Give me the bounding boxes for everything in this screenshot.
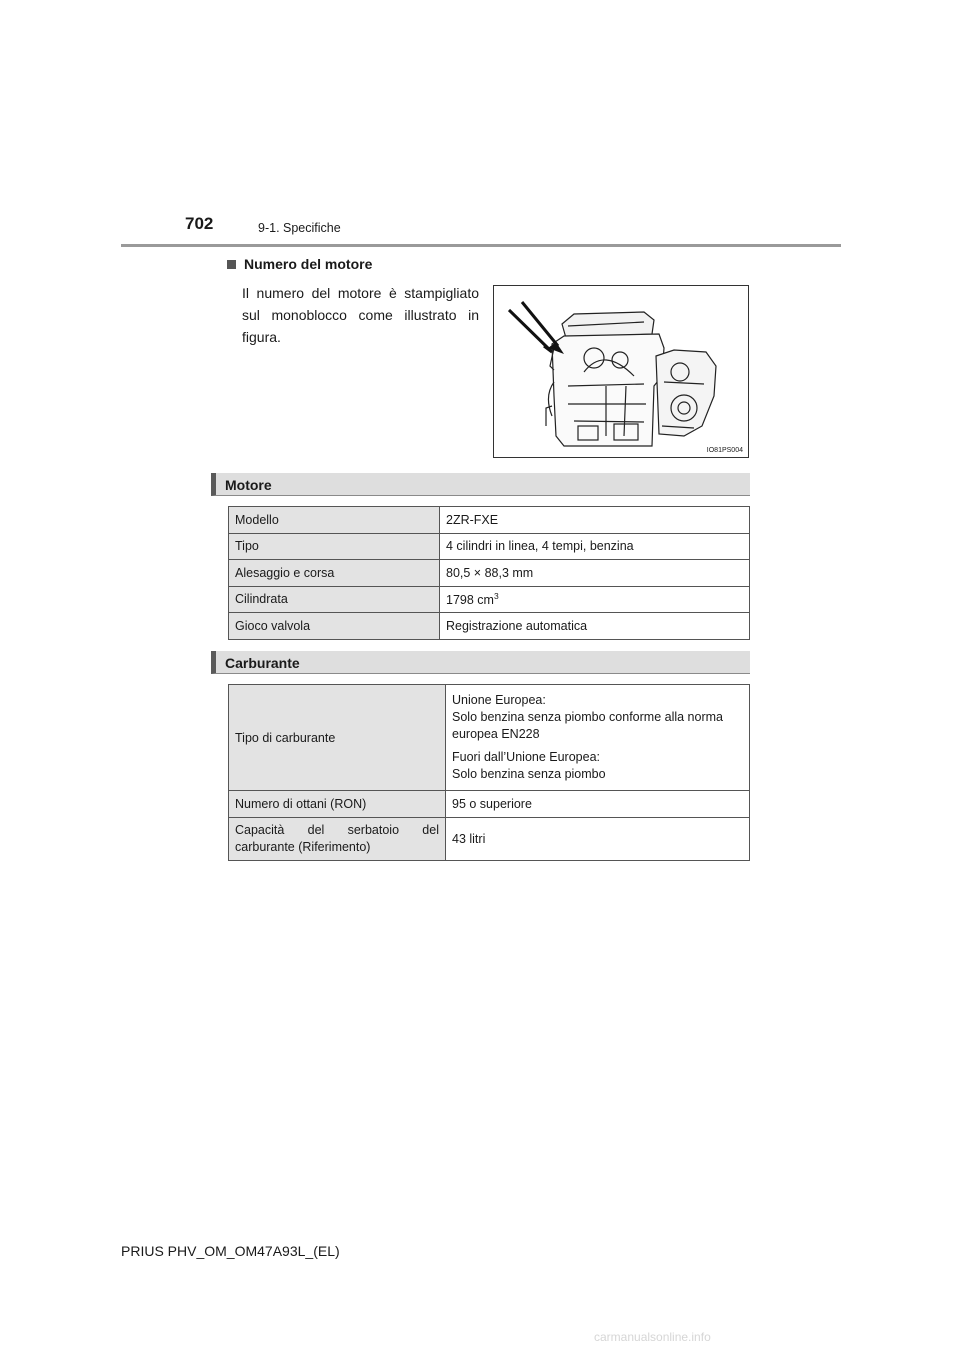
footer-doc-code: PRIUS PHV_OM_OM47A93L_(EL) <box>121 1243 340 1259</box>
table-cell-value: 80,5 × 88,3 mm <box>440 560 750 587</box>
engine-number-heading-text: Numero del motore <box>244 256 373 272</box>
table-cell-label: Cilindrata <box>229 586 440 613</box>
non-eu-text: Solo benzina senza piombo <box>452 767 606 781</box>
non-eu-heading: Fuori dall’Unione Europea: <box>452 750 601 764</box>
table-row <box>229 818 750 861</box>
table-row <box>229 586 750 613</box>
table-row <box>229 685 750 791</box>
table-cell-label: Gioco valvola <box>229 613 440 640</box>
engine-number-heading <box>227 256 372 272</box>
carburante-section-bar <box>211 651 750 674</box>
footer-credit: carmanualsonline.info <box>594 1330 711 1344</box>
table-cell-label: Numero di ottani (RON) <box>229 791 446 818</box>
eu-heading: Unione Europea: <box>452 693 546 707</box>
table-cell-label: Tipo di carburante <box>229 685 446 791</box>
table-row <box>229 507 750 534</box>
table-cell-value <box>440 586 750 613</box>
figure-code: IO81PS004 <box>706 447 743 454</box>
table-cell-value: 4 cilindri in linea, 4 tempi, benzina <box>440 533 750 560</box>
table-cell-label: Alesaggio e corsa <box>229 560 440 587</box>
page-number: 702 <box>185 214 214 233</box>
table-cell-label: Capacità del serbatoio del carburante (Riferimento) <box>229 818 446 861</box>
engine-number-text: Il numero del motore è stampigliato sul monoblocco come illustrato in figura. <box>242 285 479 345</box>
engine-illustration <box>493 285 749 458</box>
table-row <box>229 533 750 560</box>
header-rule <box>121 244 841 247</box>
table-cell-value: 43 litri <box>446 818 750 861</box>
engine-drawing <box>494 286 748 457</box>
table-cell-label: Modello <box>229 507 440 534</box>
eu-text: Solo benzina senza piombo conforme alla norma europea EN228 <box>452 710 723 741</box>
table-cell-value: Registrazione automatica <box>440 613 750 640</box>
square-bullet-icon <box>227 260 236 269</box>
table-cell-value: 2ZR-FXE <box>440 507 750 534</box>
table-row <box>229 560 750 587</box>
table-row <box>229 791 750 818</box>
motore-table <box>228 506 750 640</box>
table-cell-value: 95 o superiore <box>446 791 750 818</box>
fuel-type-value <box>446 685 750 791</box>
section-title: 9-1. Specifiche <box>258 221 341 235</box>
table-row <box>229 613 750 640</box>
carburante-section-title: Carburante <box>225 655 300 671</box>
displacement-value: 1798 cm <box>446 593 494 608</box>
motore-section-bar <box>211 473 750 496</box>
motore-section-title: Motore <box>225 477 272 493</box>
displacement-superscript: 3 <box>493 591 499 602</box>
carburante-table <box>228 684 750 861</box>
table-cell-label: Tipo <box>229 533 440 560</box>
